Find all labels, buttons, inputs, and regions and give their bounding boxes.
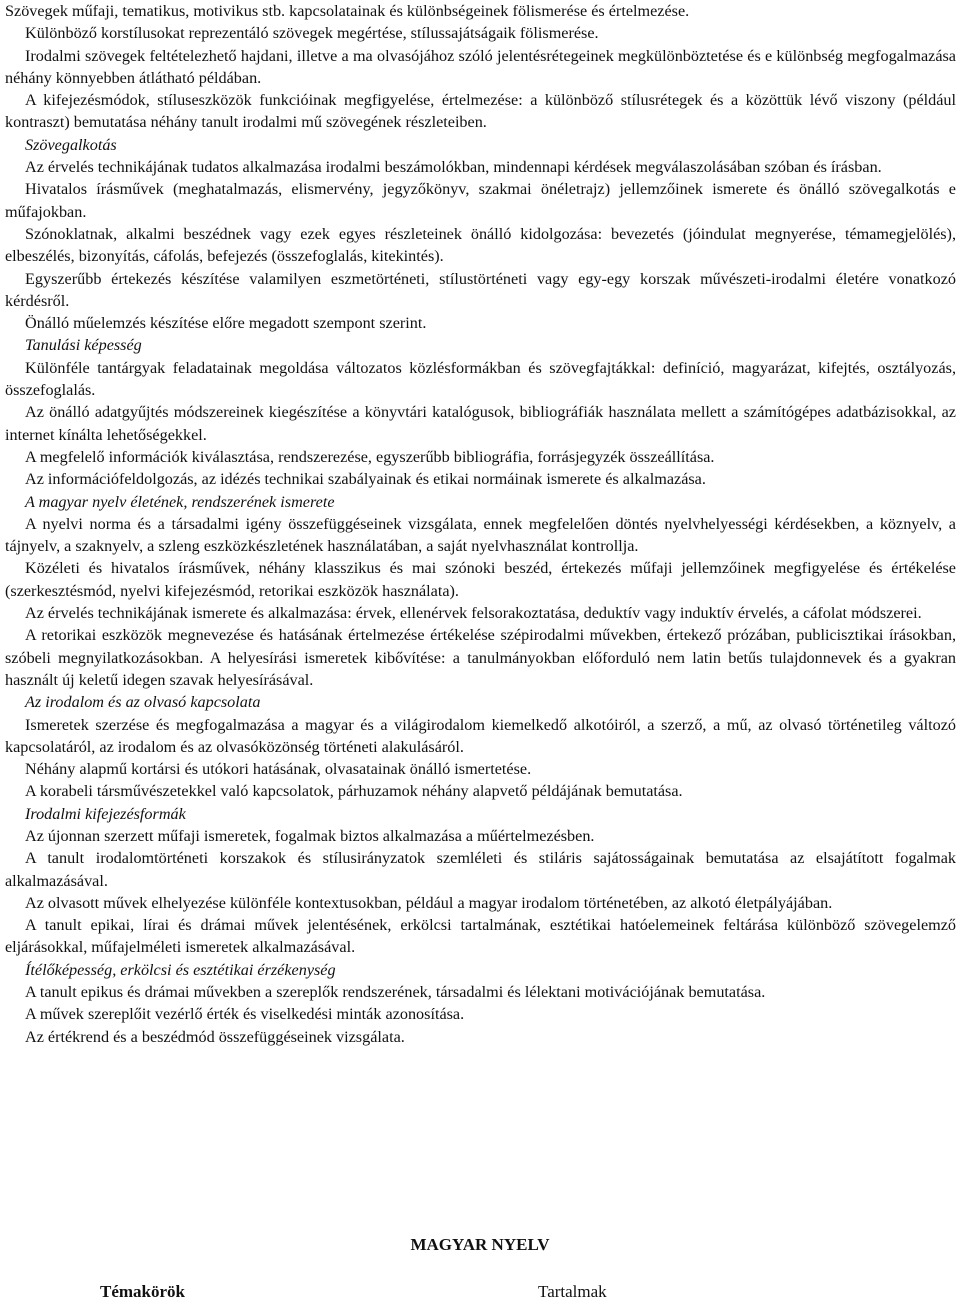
paragraph: Az olvasott művek elhelyezése különféle kontextusokban, például a magyar irodalom történetében, az alkotó életpályájában. bbox=[25, 893, 833, 912]
paragraph: A tanult irodalomtörténeti korszakok és stílusirányzatok szemléleti és stiláris sajátosságainak bemutatása az elsajátított fogalmak alkalmazásával. bbox=[5, 849, 956, 890]
column-header-temakorok: Témakörök bbox=[100, 1282, 185, 1301]
paragraph: Ismeretek szerzése és megfogalmazása a magyar és a világirodalom kiemelkedő alkotóiról, a szerző, a mű, az olvasó történetileg változó kapcsolatáról, az irodalom és az olvasóközönség történeti alakulásáról. bbox=[5, 715, 956, 756]
section-heading: Irodalmi kifejezésformák bbox=[25, 804, 186, 823]
body-text bbox=[5, 0, 956, 1048]
paragraph: Az értékrend és a beszédmód összefüggéseinek vizsgálata. bbox=[25, 1027, 405, 1046]
paragraph: Közéleti és hivatalos írásművek, néhány klasszikus és mai szónoki beszéd, értekezés műfaji jellemzőinek megfigyelése és értékelése (szerkesztésmód, nyelvi kifejezésmód, retorikai eszközök használata). bbox=[5, 559, 956, 600]
paragraph: Hivatalos írásművek (meghatalmazás, elismervény, jegyzőkönyv, szakmai önéletrajz) jellemzőinek ismerete és önálló szövegalkotás e műfajokban. bbox=[5, 180, 956, 221]
paragraph: A művek szereplőit vezérlő érték és viselkedési minták azonosítása. bbox=[25, 1005, 465, 1024]
section-title: MAGYAR NYELV bbox=[410, 1235, 550, 1254]
paragraph: A kifejezésmódok, stíluseszközök funkcióinak megfigyelése, értelmezése: a különböző stílusrétegek és a közöttük lévő viszony (például kontraszt) bemutatása néhány tanult irodalmi mű szövegének részleteiben. bbox=[5, 91, 956, 132]
section-heading: Tanulási képesség bbox=[25, 336, 142, 355]
paragraph: Az érvelés technikájának ismerete és alkalmazása: érvek, ellenérvek felsorakoztatása, deduktív vagy induktív érvelés, a cáfolat módszerei. bbox=[25, 604, 922, 623]
paragraph: Néhány alapmű kortársi és utókori hatásának, olvasatainak önálló ismertetése. bbox=[25, 760, 532, 779]
paragraph: A tanult epikai, lírai és drámai művek jelentésének, erkölcsi tartalmának, esztétikai hatóelemeinek feltárása különböző szövegelemző eljárásokkal, műfajelméleti ismeretek alkalmazásával. bbox=[5, 916, 956, 957]
paragraph: A tanult epikus és drámai művekben a szereplők rendszerének, társadalmi és lélektani motivációjának bemutatása. bbox=[25, 983, 766, 1002]
section-heading: A magyar nyelv életének, rendszerének ismerete bbox=[25, 492, 335, 511]
column-header-tartalmak: Tartalmak bbox=[538, 1282, 607, 1301]
paragraph: A retorikai eszközök megnevezése és hatásának értelmezése értékelése szépirodalmi művekben, értekező prózában, publicisztikai írásokban, szóbeli megnyilatkozásokban. A helyesírási ismeretek kibővítése: a tanulmányokban előforduló nem latin betűs tulajdonnevek és a gyakran használt új keletű idegen szavak helyesírásával. bbox=[5, 626, 956, 689]
paragraph: A megfelelő információk kiválasztása, rendszerezése, egyszerűbb bibliográfia, forrásjegyzék összeállítása. bbox=[25, 447, 715, 466]
paragraph: Különféle tantárgyak feladatainak megoldása változatos közlésformákban és szövegfajtákkal: definíció, magyarázat, kifejtés, osztályozás, összefoglalás. bbox=[5, 358, 956, 400]
paragraph: Az információfeldolgozás, az idézés technikai szabályainak és etikai normáinak ismerete és alkalmazása. bbox=[25, 470, 706, 489]
paragraph: Irodalmi szövegek feltételezhető hajdani, illetve a ma olvasójához szóló jelentésrétegeinek megkülönböztetése és e különbség megfogalmazása néhány könnyebben átlátható példában. bbox=[5, 46, 956, 87]
paragraph: Az újonnan szerzett műfaji ismeretek, fogalmak biztos alkalmazása a műértelmezésben. bbox=[25, 826, 595, 845]
paragraph: A nyelvi norma és a társadalmi igény összefüggéseinek vizsgálata, ennek megfelelően döntés nyelvhelyességi kérdésekben, a köznyelv, a tájnyelv, a szaknyelv, a szleng eszközkészletének használatában, a saját nyelvhasználat kontrollja. bbox=[5, 514, 956, 556]
paragraph: Különböző korstílusokat reprezentáló szövegek megértése, stílussajátságaik fölismerése. bbox=[25, 24, 599, 43]
section-heading: Szövegalkotás bbox=[25, 135, 117, 154]
section-heading: Az irodalom és az olvasó kapcsolata bbox=[25, 693, 261, 712]
paragraph: Önálló műelemzés készítése előre megadott szempont szerint. bbox=[25, 314, 427, 333]
paragraph: A korabeli társművészetekkel való kapcsolatok, párhuzamok néhány alapvető példájának bemutatása. bbox=[25, 782, 683, 801]
paragraph: Egyszerűbb értekezés készítése valamilyen eszmetörténeti, stílustörténeti vagy egy-egy korszak művészeti-irodalmi életére vonatkozó kérdésről. bbox=[5, 269, 956, 310]
paragraph: Az érvelés technikájának tudatos alkalmazása irodalmi beszámolókban, mindennapi kérdések megválaszolásában szóban és írásban. bbox=[25, 158, 882, 177]
paragraph: Az önálló adatgyűjtés módszereinek kiegészítése a könyvtári katalógusok, bibliográfiák használata mellett a számítógépes adatbázisokkal, az internet kínálta lehetőségekkel. bbox=[5, 403, 956, 444]
paragraph: Szövegek műfaji, tematikus, motivikus stb. kapcsolatainak és különbségeinek fölismerése és értelmezése. bbox=[5, 2, 690, 20]
paragraph: Szónoklatnak, alkalmi beszédnek vagy ezek egyes részleteinek önálló kidolgozása: bevezetés (jóindulat megnyerése, témamegjelölés), elbeszélés, bizonyítás, cáfolás, befejezés (összefoglalás, kitekintés). bbox=[5, 224, 956, 266]
section-heading: Ítélőképesség, erkölcsi és esztétikai érzékenység bbox=[25, 960, 336, 979]
